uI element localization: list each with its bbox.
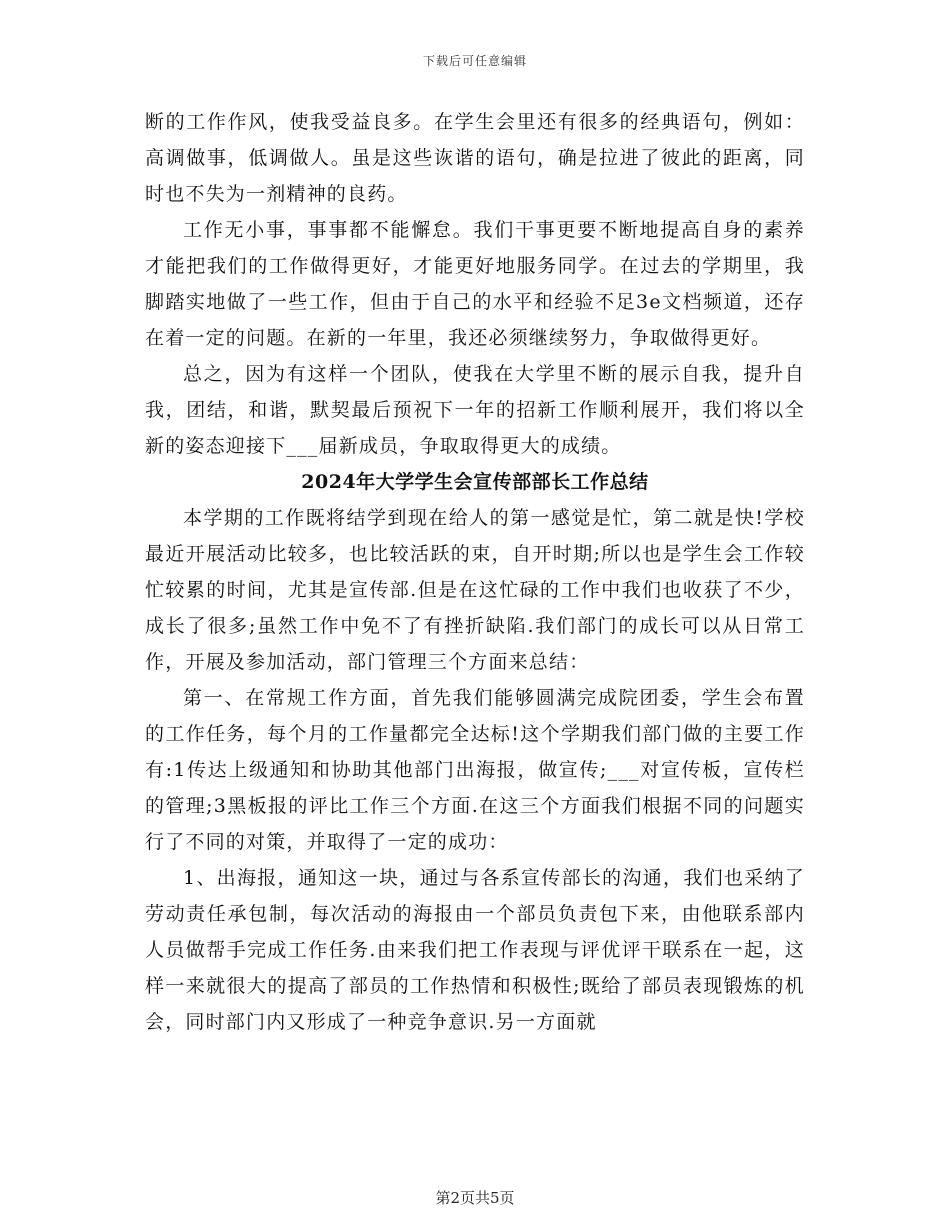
document-body [145,104,805,1040]
section-title: 2024年大学学生会宣传部部长工作总结 [301,471,649,493]
paragraph-continuation: 断的工作作风，使我受益良多。在学生会里还有很多的经典语句，例如：高调做事，低调做人。虽是这些诙谐的语句，确是拉进了彼此的距离，同时也不失为一剂精神的良药。 [145,111,805,205]
page-header-note: 下载后可任意编辑 [422,54,527,68]
paragraph-work-attitude: 工作无小事，事事都不能懈怠。我们干事更要不断地提高自身的素养才能把我们的工作做得更好，才能更好地服务同学。在过去的学期里，我脚踏实地做了一些工作，但由于自己的水平和经验不足3e文档频道，还存在着一定的问题。在新的一年里，我还必须继续努力，争取做得更好。 [145,219,805,349]
paragraph-routine-work: 第一、在常规工作方面，首先我们能够圆满完成院团委，学生会布置的工作任务，每个月的工作量都完全达标!这个学期我们部门做的主要工作有:1传达上级通知和协助其他部门出海报，做宣传;___对宣传板，宣传栏的管理;3黑板报的评比工作三个方面.在这三个方面我们根据不同的问题实行了不同的对策，并取得了一定的成功： [145,687,805,853]
paragraph-conclusion: 总之，因为有这样一个团队，使我在大学里不断的展示自我，提升自我，团结，和谐，默契最后预祝下一年的招新工作顺利展开，我们将以全新的姿态迎接下___届新成员，争取取得更大的成绩。 [145,363,805,457]
paragraph-intro: 本学期的工作既将结学到现在给人的第一感觉是忙，第二就是快!学校最近开展活动比较多，也比较活跃的束，自开时期;所以也是学生会工作较忙较累的时间，尤其是宣传部.但是在这忙碌的工作中我们也收获了不少，成长了很多;虽然工作中免不了有挫折缺陷.我们部门的成长可以从日常工作，开展及参加活动，部门管理三个方面来总结： [145,507,805,673]
paragraph-posters: 1、出海报，通知这一块，通过与各系宣传部长的沟通，我们也采纳了劳动责任承包制，每次活动的海报由一个部员负责包下来，由他联系部内人员做帮手完成工作任务.由来我们把工作表现与评优评干联系在一起，这样一来就很大的提高了部员的工作热情和积极性;既给了部员表现锻炼的机会，同时部门内又形成了一种竞争意识.另一方面就 [145,867,805,1033]
page-number: 第2页共5页 [435,1189,515,1207]
